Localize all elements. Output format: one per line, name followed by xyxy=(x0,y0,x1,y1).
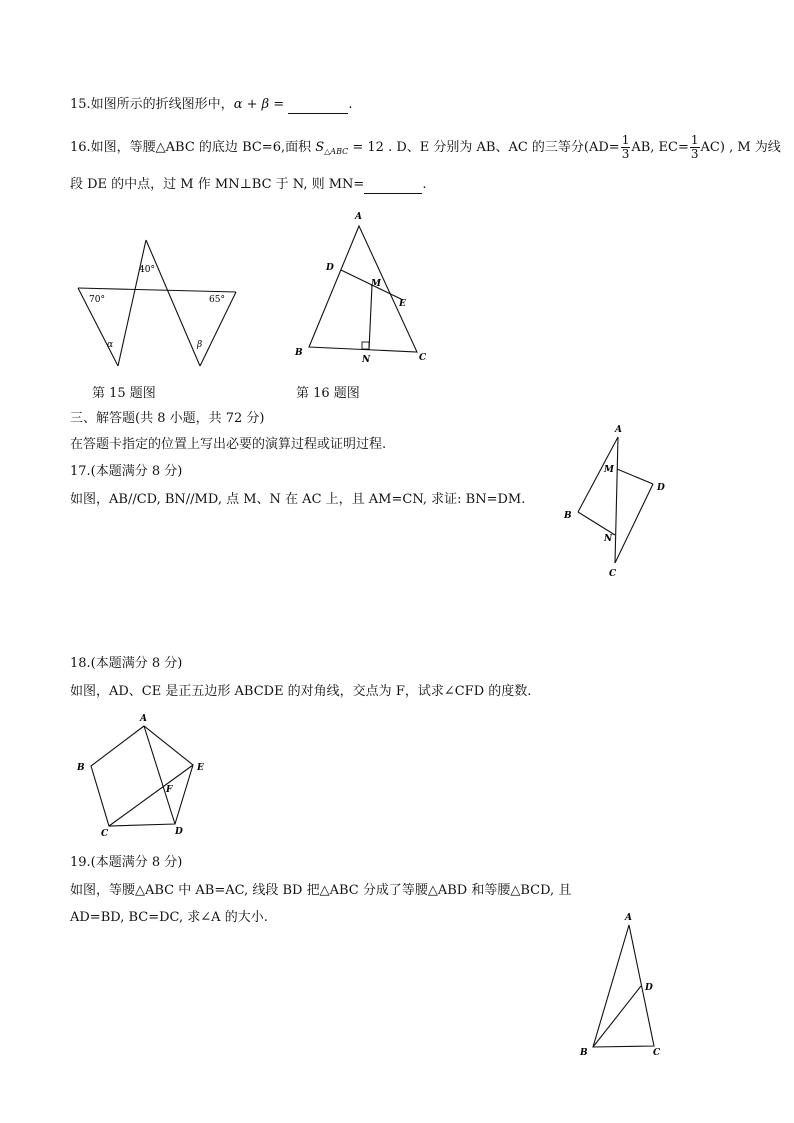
fig17-label-m: M xyxy=(604,465,614,475)
fig18-label-a: A xyxy=(140,714,147,724)
frac-den: 3 xyxy=(621,147,630,161)
fig15-angle-65: 65° xyxy=(209,295,225,305)
fig18-label-c: C xyxy=(101,829,109,839)
fig19-label-b: B xyxy=(580,1048,588,1058)
fig19-label-d: D xyxy=(645,983,653,993)
fig17-label-d: D xyxy=(657,483,665,493)
fig18-label-b: B xyxy=(77,763,85,773)
q19-header: 19.(本题满分 8 分) xyxy=(70,855,183,870)
frac-den: 3 xyxy=(690,147,699,161)
fig16-label-d: D xyxy=(326,263,334,273)
fig16-label-m: M xyxy=(371,279,381,289)
fig17-label-c: C xyxy=(609,569,617,579)
fig18-label-d: D xyxy=(175,827,183,837)
fig16-label-c: C xyxy=(419,353,427,363)
q16-area-s: S xyxy=(315,140,325,155)
q16-text-b: = 12 . D、E 分别为 AB、AC 的三等分(AD= xyxy=(352,140,620,155)
q19-line1: 如图，等腰△ABC 中 AB=AC, 线段 BD 把△ABC 分成了等腰△ABD 和等腰△BCD, 且 xyxy=(70,883,572,898)
fig18-label-f: F xyxy=(166,785,173,795)
q16-text-d: AC) , M 为线 xyxy=(700,140,781,155)
section3-instruction: 在答题卡指定的位置上写出必要的演算过程或证明过程. xyxy=(70,437,387,452)
fig17-label-n: N xyxy=(604,534,613,544)
q19-line2: AD=BD, BC=DC, 求∠A 的大小. xyxy=(70,910,268,925)
fig19-label-a: A xyxy=(625,913,632,923)
fig18-label-e: E xyxy=(197,763,204,773)
fig16-label-e: E xyxy=(399,299,406,309)
fig15-angle-70: 70° xyxy=(89,295,105,305)
q16-text-c: AB, EC= xyxy=(631,140,689,155)
fig15-angle-40: 40° xyxy=(139,265,155,275)
fig15-beta: β xyxy=(197,340,203,350)
fig16-label-b: B xyxy=(295,348,303,358)
q18-text: 如图，AD、CE 是正五边形 ABCDE 的对角线，交点为 F，试求∠CFD 的度数. xyxy=(70,684,532,699)
fig17-label-b: B xyxy=(564,511,572,521)
q16-text-line2: 段 DE 的中点，过 M 作 MN⊥BC 于 N, 则 MN= xyxy=(70,177,365,192)
q17-text: 如图，AB//CD, BN//MD, 点 M、N 在 AC 上，且 AM=CN, 求证: BN=DM. xyxy=(70,492,526,507)
fig16-caption: 第 16 题图 xyxy=(296,386,360,401)
fig15-caption: 第 15 题图 xyxy=(92,386,156,401)
q16-end: . xyxy=(422,177,427,192)
q15-formula: α + β = xyxy=(233,97,285,112)
frac-num: 1 xyxy=(621,133,630,147)
frac-num: 1 xyxy=(690,133,699,147)
fig16-label-a: A xyxy=(355,212,362,222)
fig16-label-n: N xyxy=(362,355,371,365)
fig15-alpha: α xyxy=(107,340,114,350)
q17-header: 17.(本题满分 8 分) xyxy=(70,464,183,479)
section3-heading: 三、解答题(共 8 小题，共 72 分) xyxy=(70,411,265,426)
q15-end: . xyxy=(348,97,353,112)
q16-area-sub: △ABC xyxy=(324,147,349,156)
q16-text-a: 16.如图，等腰△ABC 的底边 BC=6,面积 xyxy=(70,140,312,155)
q18-header: 18.(本题满分 8 分) xyxy=(70,656,183,671)
fig17-label-a: A xyxy=(615,425,622,435)
q15-stem: 15.如图所示的折线图形中， xyxy=(70,97,234,112)
fig19-label-c: C xyxy=(653,1048,661,1058)
